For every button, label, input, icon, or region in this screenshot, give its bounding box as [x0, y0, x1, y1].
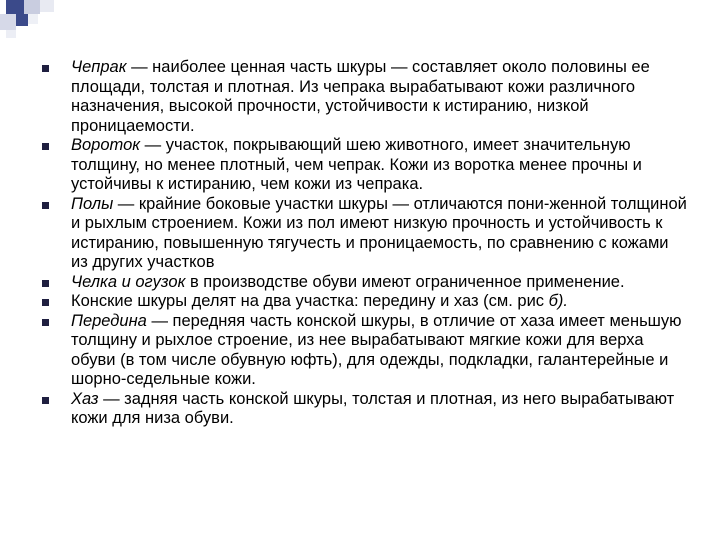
square-bullet-icon: [42, 280, 49, 287]
list-item: [38, 390, 688, 429]
item-text: в производстве обуви имеют ограниченное применение.: [185, 272, 625, 291]
list-item: [38, 136, 688, 195]
bullet-list: [38, 58, 688, 429]
item-text: — задняя часть конской шкуры, толстая и плотная, из него вырабатывают кожи для низа обуви.: [71, 389, 675, 427]
square-bullet-icon: [42, 65, 49, 72]
list-item: [38, 58, 688, 136]
square-bullet-icon: [42, 397, 49, 404]
square-bullet-icon: [42, 143, 49, 150]
square-bullet-icon: [42, 202, 49, 209]
item-term: Полы: [71, 194, 114, 213]
item-term: Челка и огузок: [71, 272, 186, 291]
list-item: [38, 312, 688, 390]
deco-square: [24, 0, 40, 14]
list-item: [38, 292, 688, 312]
item-text: — крайние боковые участки шкуры — отличаются пони-женной толщиной и рыхлым строением. Кожи из пол имеют низкую прочность и устойчивость к истиранию, повышенную тягучесть и проницаемость, по сравнению с кожами из других участков: [71, 194, 687, 271]
list-item: [38, 195, 688, 273]
deco-square: [6, 0, 24, 14]
item-text: — наиболее ценная часть шкуры — составляет около половины ее площади, толстая и плотная. Из чепрака вырабатывают кожи различного назначения, высокой прочности, устойчивости к истиранию, низкой проницаемости.: [71, 58, 650, 135]
deco-square: [40, 0, 54, 12]
item-term: Чепрак: [71, 58, 127, 76]
item-figure-ref: б).: [548, 292, 568, 310]
item-text: Конские шкуры делят на два участка: передину и хаз (см. рис: [71, 292, 549, 310]
deco-square: [16, 14, 28, 26]
item-term: Вороток: [71, 136, 141, 154]
square-bullet-icon: [42, 319, 49, 326]
item-text: — передняя часть конской шкуры, в отличие от хаза имеет меньшую толщину и рыхлое строение, из нее вырабатывают мягкие кожи для верха обуви (в том числе обувную юфть), для одежды, подкладки, галантерейные и шорно-седельные кожи.: [71, 311, 682, 388]
list-item: [38, 273, 688, 293]
item-text: — участок, покрывающий шею животного, имеет значительную толщину, но менее плотный, чем чепрак. Кожи из воротка менее прочны и устойчивы к истиранию, чем кожи из чепрака.: [71, 136, 642, 193]
deco-square: [6, 30, 16, 38]
deco-square: [28, 14, 38, 24]
deco-square: [0, 14, 16, 30]
item-term: Передина: [71, 311, 147, 330]
corner-decoration: [0, 0, 60, 40]
item-term: Хаз: [71, 389, 99, 408]
square-bullet-icon: [42, 299, 49, 306]
